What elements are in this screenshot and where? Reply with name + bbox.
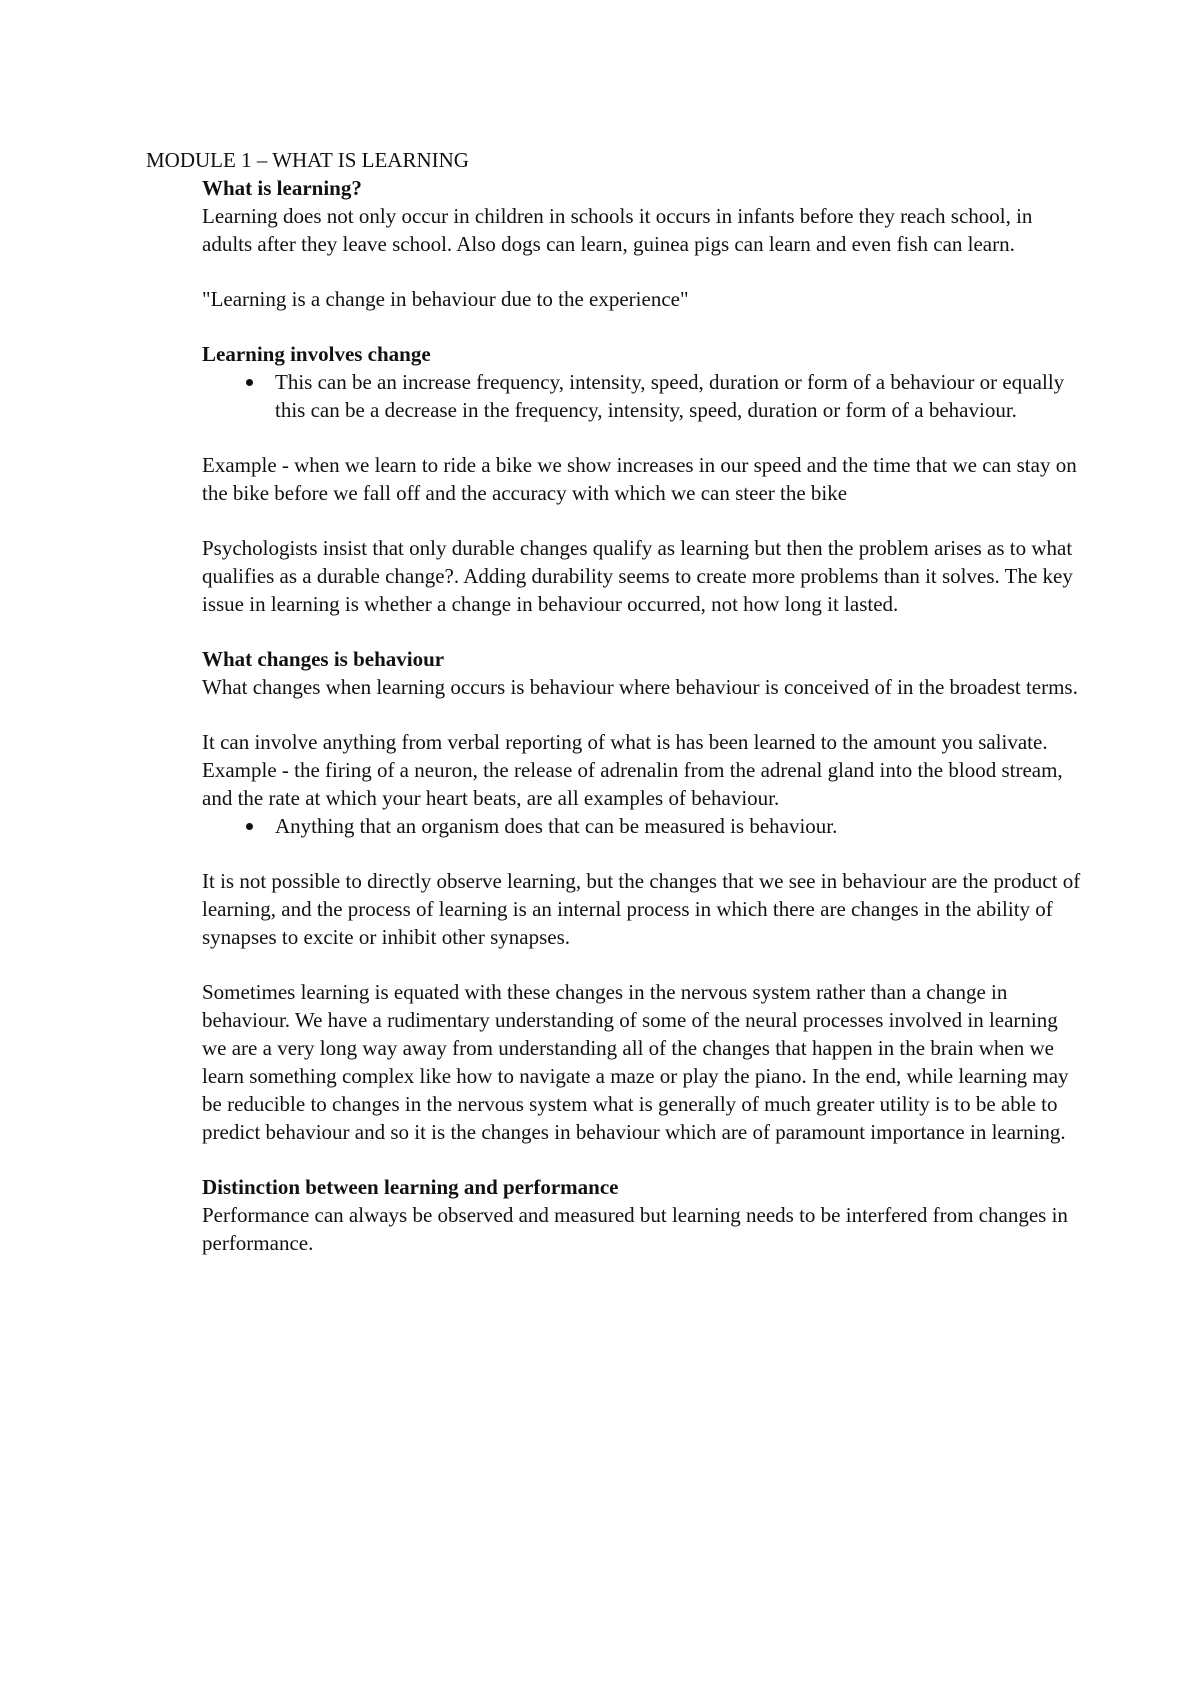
paragraph-durability: Psychologists insist that only durable changes qualify as learning but then the problem arises as to what qualifies as a durable change?. Adding durability seems to create more problems than it solves. The key issue in learning is whether a change in behaviour occurred, not how long it lasted.	[202, 536, 1073, 616]
paragraph-bike-example: Example - when we learn to ride a bike we show increases in our speed and the time that we can stay on the bike before we fall off and the accuracy with which we can steer the bike	[202, 453, 1077, 505]
paragraph-verbal-reporting: It can involve anything from verbal reporting of what is has been learned to the amount you salivate.	[202, 730, 1048, 754]
paragraph-performance: Performance can always be observed and measured but learning needs to be interfered from changes in performance.	[202, 1203, 1068, 1255]
spacer	[202, 424, 1082, 451]
bullet-list-behaviour	[202, 812, 1082, 840]
bullet-list-change	[202, 368, 1082, 424]
spacer	[202, 618, 1082, 645]
bullet-text-change: This can be an increase frequency, intensity, speed, duration or form of a behaviour or equally this can be a decrease in the frequency, intensity, speed, duration or form of a behaviour.	[275, 370, 1065, 422]
bullet-text-behaviour: Anything that an organism does that can be measured is behaviour.	[275, 814, 838, 838]
heading-distinction: Distinction between learning and performance	[202, 1175, 619, 1199]
module-title: MODULE 1 – WHAT IS LEARNING	[146, 148, 469, 172]
bullet-icon	[246, 823, 253, 830]
spacer	[202, 507, 1082, 534]
spacer	[202, 258, 1082, 285]
heading-what-changes-is-behaviour: What changes is behaviour	[202, 647, 445, 671]
spacer	[202, 1146, 1082, 1173]
spacer	[202, 840, 1082, 867]
paragraph-observe-learning: It is not possible to directly observe learning, but the changes that we see in behaviour are the product of learning, and the process of learning is an internal process in which there are changes in the ability of synapses to excite or inhibit other synapses.	[202, 869, 1081, 949]
heading-what-is-learning: What is learning?	[202, 176, 362, 200]
spacer	[202, 951, 1082, 978]
paragraph-neuron-example: Example - the firing of a neuron, the release of adrenalin from the adrenal gland into the blood stream, and the rate at which your heart beats, are all examples of behaviour.	[202, 758, 1063, 810]
spacer	[202, 701, 1082, 728]
paragraph-behaviour-broadest: What changes when learning occurs is behaviour where behaviour is conceived of in the broadest terms.	[202, 675, 1078, 699]
bullet-item-change	[202, 368, 1082, 424]
paragraph-learning-occurs: Learning does not only occur in children in schools it occurs in infants before they reach school, in adults after they leave school. Also dogs can learn, guinea pigs can learn and even fish can learn.	[202, 204, 1033, 256]
learning-definition-quote: "Learning is a change in behaviour due to the experience"	[202, 287, 689, 311]
spacer	[202, 313, 1082, 340]
paragraph-nervous-system: Sometimes learning is equated with these changes in the nervous system rather than a change in behaviour. We have a rudimentary understanding of some of the neural processes involved in learning we are a very long way away from understanding all of the changes that happen in the brain when we learn something complex like how to navigate a maze or play the piano. In the end, while learning may be reducible to changes in the nervous system what is generally of much greater utility is to be able to predict behaviour and so it is the changes in behaviour which are of paramount importance in learning.	[202, 980, 1069, 1144]
bullet-item-behaviour	[202, 812, 1082, 840]
bullet-icon	[246, 379, 253, 386]
document-body	[202, 174, 1082, 1257]
heading-learning-involves-change: Learning involves change	[202, 342, 431, 366]
